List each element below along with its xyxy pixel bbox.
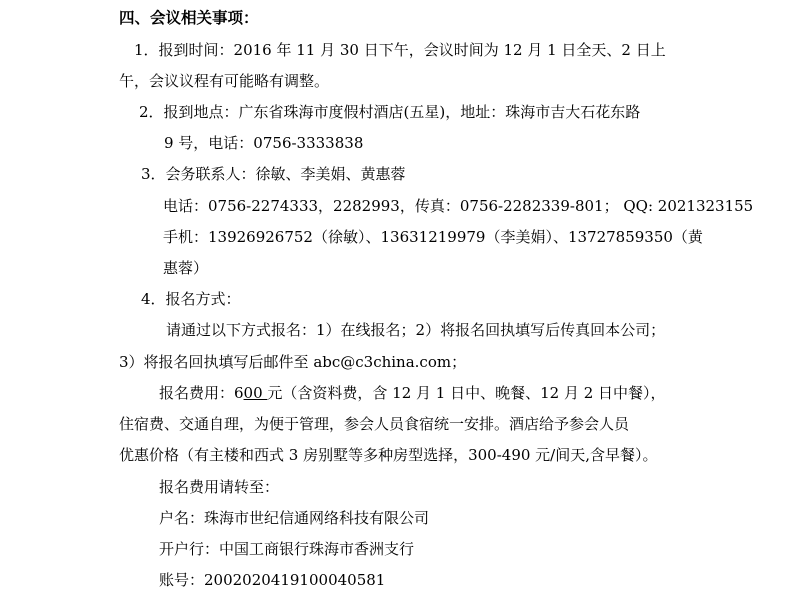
section-heading: 四、会议相关事项： — [119, 8, 259, 27]
item3-mobile-line1: 手机：13926926752（徐敏）、13631219979（李美娟）、13727859350（黄 — [163, 228, 703, 246]
fee-suffix: 元（含资料费，含 12 月 1 日中、晚餐、12 月 2 日中餐）， — [267, 384, 666, 402]
fee-line3: 优惠价格（有主楼和西式 3 房别墅等多种房型选择，300-490 元/间天,含早餐）。 — [119, 446, 658, 464]
fee-line1 — [159, 383, 666, 403]
fee-amount-underlined: 00 — [243, 384, 268, 402]
bank-name: 开户行：中国工商银行珠海市香洲支行 — [159, 540, 415, 558]
item3-mobile-line2: 惠蓉） — [163, 259, 209, 277]
item4-methods-line2: 3）将报名回执填写后邮件至 abc@c3china.com； — [119, 353, 467, 371]
item1-line2: 午，会议议程有可能略有调整。 — [119, 72, 330, 90]
account-number: 账号：2002020419100040581 — [159, 571, 386, 589]
item2-line2: 9 号，电话：0756-3333838 — [164, 134, 364, 152]
item1-line1: 1．报到时间：2016 年 11 月 30 日下午，会议时间为 12 月 1 日全天、2 日上 — [134, 41, 666, 59]
item2-line1: 2．报到地点：广东省珠海市度假村酒店(五星)，地址：珠海市吉大石花东路 — [139, 103, 641, 121]
fee-prefix: 报名费用：6 — [159, 384, 244, 402]
item3-line1: 3．会务联系人：徐敏、李美娟、黄惠蓉 — [141, 165, 406, 183]
item4-methods-line1: 请通过以下方式报名：1）在线报名；2）将报名回执填写后传真回本公司； — [166, 321, 666, 339]
item4-line1: 4．报名方式： — [141, 290, 241, 308]
item3-phone-line: 电话：0756-2274333，2282993，传真：0756-2282339-801； QQ: 2021323155 — [163, 197, 754, 215]
fee-line2: 住宿费、交通自理，为便于管理，参会人员食宿统一安排。酒店给予参会人员 — [119, 415, 630, 433]
transfer-intro: 报名费用请转至： — [159, 478, 280, 496]
account-name: 户名：珠海市世纪信通网络科技有限公司 — [159, 509, 430, 527]
